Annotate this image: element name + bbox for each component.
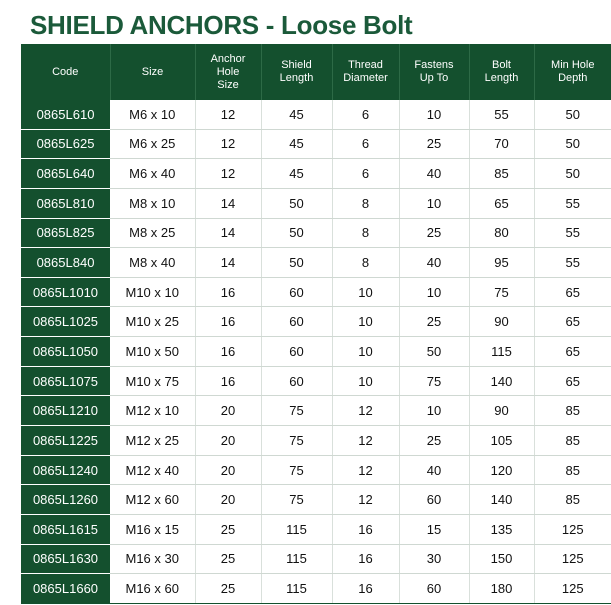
cell-bolt-length: 115 bbox=[469, 337, 534, 367]
header-line: Bolt bbox=[492, 59, 511, 71]
table-row bbox=[21, 366, 611, 396]
cell-min-hole-depth: 125 bbox=[534, 544, 611, 574]
cell-thread-diameter: 12 bbox=[332, 485, 399, 515]
cell-anchor-hole-size: 16 bbox=[195, 337, 261, 367]
cell-bolt-length: 120 bbox=[469, 455, 534, 485]
cell-anchor-hole-size: 20 bbox=[195, 396, 261, 426]
header-size: Size bbox=[110, 44, 195, 100]
cell-fastens-up-to: 25 bbox=[399, 426, 469, 456]
cell-bolt-length: 140 bbox=[469, 485, 534, 515]
cell-bolt-length: 135 bbox=[469, 514, 534, 544]
cell-fastens-up-to: 40 bbox=[399, 455, 469, 485]
table-row bbox=[21, 100, 611, 129]
cell-fastens-up-to: 40 bbox=[399, 248, 469, 278]
header-shield-length bbox=[261, 44, 332, 100]
cell-fastens-up-to: 10 bbox=[399, 277, 469, 307]
cell-fastens-up-to: 25 bbox=[399, 218, 469, 248]
cell-bolt-length: 55 bbox=[469, 100, 534, 129]
table-row bbox=[21, 574, 611, 604]
cell-size: M12 x 40 bbox=[110, 455, 195, 485]
cell-size: M6 x 25 bbox=[110, 129, 195, 159]
header-anchor-hole-size bbox=[195, 44, 261, 100]
cell-fastens-up-to: 60 bbox=[399, 574, 469, 604]
cell-code: 0865L1075 bbox=[21, 366, 110, 396]
cell-code: 0865L1025 bbox=[21, 307, 110, 337]
cell-bolt-length: 140 bbox=[469, 366, 534, 396]
table-row bbox=[21, 485, 611, 515]
cell-fastens-up-to: 25 bbox=[399, 307, 469, 337]
cell-bolt-length: 80 bbox=[469, 218, 534, 248]
cell-fastens-up-to: 60 bbox=[399, 485, 469, 515]
cell-size: M6 x 40 bbox=[110, 159, 195, 189]
cell-shield-length: 115 bbox=[261, 544, 332, 574]
cell-size: M8 x 10 bbox=[110, 188, 195, 218]
cell-anchor-hole-size: 16 bbox=[195, 307, 261, 337]
header-line: Size bbox=[217, 78, 239, 91]
header-line: Fastens bbox=[414, 59, 454, 71]
header-line: Anchor bbox=[210, 52, 246, 65]
cell-anchor-hole-size: 12 bbox=[195, 100, 261, 129]
header-line: Diameter bbox=[343, 72, 388, 84]
cell-min-hole-depth: 65 bbox=[534, 277, 611, 307]
cell-fastens-up-to: 15 bbox=[399, 514, 469, 544]
cell-fastens-up-to: 25 bbox=[399, 129, 469, 159]
table-row bbox=[21, 159, 611, 189]
cell-shield-length: 50 bbox=[261, 188, 332, 218]
table-row bbox=[21, 277, 611, 307]
cell-shield-length: 75 bbox=[261, 485, 332, 515]
cell-code: 0865L840 bbox=[21, 248, 110, 278]
cell-fastens-up-to: 30 bbox=[399, 544, 469, 574]
page-title: SHIELD ANCHORS - Loose Bolt bbox=[30, 10, 413, 40]
cell-bolt-length: 150 bbox=[469, 544, 534, 574]
cell-thread-diameter: 16 bbox=[332, 544, 399, 574]
cell-code: 0865L1615 bbox=[21, 514, 110, 544]
cell-code: 0865L1210 bbox=[21, 396, 110, 426]
header-line: Shield bbox=[281, 59, 312, 71]
cell-thread-diameter: 8 bbox=[332, 218, 399, 248]
cell-size: M12 x 60 bbox=[110, 485, 195, 515]
cell-code: 0865L1260 bbox=[21, 485, 110, 515]
table-row bbox=[21, 396, 611, 426]
table-body bbox=[21, 100, 611, 603]
cell-shield-length: 115 bbox=[261, 514, 332, 544]
table-row bbox=[21, 514, 611, 544]
cell-shield-length: 60 bbox=[261, 366, 332, 396]
header-line: Thread bbox=[348, 59, 383, 71]
cell-size: M10 x 50 bbox=[110, 337, 195, 367]
table-row bbox=[21, 307, 611, 337]
header-code: Code bbox=[21, 44, 110, 100]
header-thread-diameter bbox=[332, 44, 399, 100]
cell-anchor-hole-size: 25 bbox=[195, 514, 261, 544]
cell-anchor-hole-size: 20 bbox=[195, 426, 261, 456]
cell-fastens-up-to: 40 bbox=[399, 159, 469, 189]
header-line: Depth bbox=[558, 72, 588, 84]
cell-size: M8 x 25 bbox=[110, 218, 195, 248]
cell-min-hole-depth: 55 bbox=[534, 248, 611, 278]
header-fastens-up-to bbox=[399, 44, 469, 100]
spec-table bbox=[21, 44, 611, 604]
table-row bbox=[21, 248, 611, 278]
cell-size: M10 x 25 bbox=[110, 307, 195, 337]
table-row bbox=[21, 426, 611, 456]
cell-anchor-hole-size: 14 bbox=[195, 218, 261, 248]
cell-thread-diameter: 12 bbox=[332, 426, 399, 456]
table-row bbox=[21, 188, 611, 218]
spec-table-container bbox=[21, 44, 611, 604]
cell-code: 0865L1225 bbox=[21, 426, 110, 456]
cell-code: 0865L810 bbox=[21, 188, 110, 218]
cell-thread-diameter: 16 bbox=[332, 574, 399, 604]
header-min-hole-depth bbox=[534, 44, 611, 100]
cell-size: M10 x 75 bbox=[110, 366, 195, 396]
cell-shield-length: 60 bbox=[261, 307, 332, 337]
cell-fastens-up-to: 50 bbox=[399, 337, 469, 367]
table-row bbox=[21, 455, 611, 485]
cell-thread-diameter: 8 bbox=[332, 248, 399, 278]
table-row bbox=[21, 218, 611, 248]
cell-min-hole-depth: 125 bbox=[534, 574, 611, 604]
cell-size: M16 x 30 bbox=[110, 544, 195, 574]
cell-shield-length: 45 bbox=[261, 100, 332, 129]
cell-min-hole-depth: 50 bbox=[534, 129, 611, 159]
table-header bbox=[21, 44, 611, 100]
cell-size: M12 x 10 bbox=[110, 396, 195, 426]
cell-thread-diameter: 6 bbox=[332, 159, 399, 189]
cell-min-hole-depth: 65 bbox=[534, 337, 611, 367]
cell-shield-length: 50 bbox=[261, 218, 332, 248]
cell-min-hole-depth: 125 bbox=[534, 514, 611, 544]
table-row bbox=[21, 544, 611, 574]
cell-bolt-length: 70 bbox=[469, 129, 534, 159]
cell-min-hole-depth: 65 bbox=[534, 366, 611, 396]
cell-anchor-hole-size: 20 bbox=[195, 485, 261, 515]
header-line: Up To bbox=[419, 72, 449, 84]
cell-fastens-up-to: 75 bbox=[399, 366, 469, 396]
cell-anchor-hole-size: 12 bbox=[195, 159, 261, 189]
cell-shield-length: 60 bbox=[261, 277, 332, 307]
cell-min-hole-depth: 85 bbox=[534, 396, 611, 426]
cell-thread-diameter: 6 bbox=[332, 100, 399, 129]
cell-min-hole-depth: 50 bbox=[534, 159, 611, 189]
cell-shield-length: 50 bbox=[261, 248, 332, 278]
cell-shield-length: 45 bbox=[261, 159, 332, 189]
cell-thread-diameter: 10 bbox=[332, 307, 399, 337]
cell-code: 0865L610 bbox=[21, 100, 110, 129]
cell-code: 0865L640 bbox=[21, 159, 110, 189]
cell-shield-length: 45 bbox=[261, 129, 332, 159]
cell-anchor-hole-size: 20 bbox=[195, 455, 261, 485]
cell-anchor-hole-size: 25 bbox=[195, 544, 261, 574]
header-line: Min Hole bbox=[551, 59, 595, 71]
cell-thread-diameter: 16 bbox=[332, 514, 399, 544]
cell-anchor-hole-size: 16 bbox=[195, 277, 261, 307]
cell-fastens-up-to: 10 bbox=[399, 396, 469, 426]
cell-thread-diameter: 10 bbox=[332, 277, 399, 307]
cell-size: M6 x 10 bbox=[110, 100, 195, 129]
cell-code: 0865L625 bbox=[21, 129, 110, 159]
header-line: Hole bbox=[216, 65, 240, 78]
cell-size: M10 x 10 bbox=[110, 277, 195, 307]
cell-code: 0865L1240 bbox=[21, 455, 110, 485]
header-line: Length bbox=[279, 72, 314, 84]
cell-fastens-up-to: 10 bbox=[399, 188, 469, 218]
cell-min-hole-depth: 85 bbox=[534, 426, 611, 456]
cell-bolt-length: 95 bbox=[469, 248, 534, 278]
cell-code: 0865L1010 bbox=[21, 277, 110, 307]
cell-code: 0865L1660 bbox=[21, 574, 110, 604]
cell-size: M12 x 25 bbox=[110, 426, 195, 456]
cell-anchor-hole-size: 12 bbox=[195, 129, 261, 159]
cell-thread-diameter: 6 bbox=[332, 129, 399, 159]
cell-anchor-hole-size: 25 bbox=[195, 574, 261, 604]
cell-fastens-up-to: 10 bbox=[399, 100, 469, 129]
cell-size: M8 x 40 bbox=[110, 248, 195, 278]
cell-thread-diameter: 12 bbox=[332, 396, 399, 426]
cell-bolt-length: 85 bbox=[469, 159, 534, 189]
cell-size: M16 x 15 bbox=[110, 514, 195, 544]
cell-bolt-length: 75 bbox=[469, 277, 534, 307]
cell-thread-diameter: 10 bbox=[332, 366, 399, 396]
cell-shield-length: 75 bbox=[261, 426, 332, 456]
header-line: Length bbox=[484, 72, 519, 84]
cell-size: M16 x 60 bbox=[110, 574, 195, 604]
cell-bolt-length: 90 bbox=[469, 396, 534, 426]
cell-code: 0865L1630 bbox=[21, 544, 110, 574]
cell-shield-length: 115 bbox=[261, 574, 332, 604]
cell-thread-diameter: 12 bbox=[332, 455, 399, 485]
cell-min-hole-depth: 85 bbox=[534, 455, 611, 485]
cell-thread-diameter: 8 bbox=[332, 188, 399, 218]
cell-bolt-length: 65 bbox=[469, 188, 534, 218]
cell-shield-length: 60 bbox=[261, 337, 332, 367]
cell-code: 0865L1050 bbox=[21, 337, 110, 367]
header-bolt-length bbox=[469, 44, 534, 100]
cell-bolt-length: 180 bbox=[469, 574, 534, 604]
cell-min-hole-depth: 55 bbox=[534, 188, 611, 218]
cell-anchor-hole-size: 16 bbox=[195, 366, 261, 396]
cell-shield-length: 75 bbox=[261, 455, 332, 485]
table-row bbox=[21, 337, 611, 367]
cell-min-hole-depth: 50 bbox=[534, 100, 611, 129]
cell-anchor-hole-size: 14 bbox=[195, 188, 261, 218]
table-row bbox=[21, 129, 611, 159]
cell-min-hole-depth: 65 bbox=[534, 307, 611, 337]
cell-bolt-length: 90 bbox=[469, 307, 534, 337]
cell-min-hole-depth: 85 bbox=[534, 485, 611, 515]
cell-shield-length: 75 bbox=[261, 396, 332, 426]
cell-anchor-hole-size: 14 bbox=[195, 248, 261, 278]
cell-code: 0865L825 bbox=[21, 218, 110, 248]
cell-bolt-length: 105 bbox=[469, 426, 534, 456]
cell-thread-diameter: 10 bbox=[332, 337, 399, 367]
cell-min-hole-depth: 55 bbox=[534, 218, 611, 248]
